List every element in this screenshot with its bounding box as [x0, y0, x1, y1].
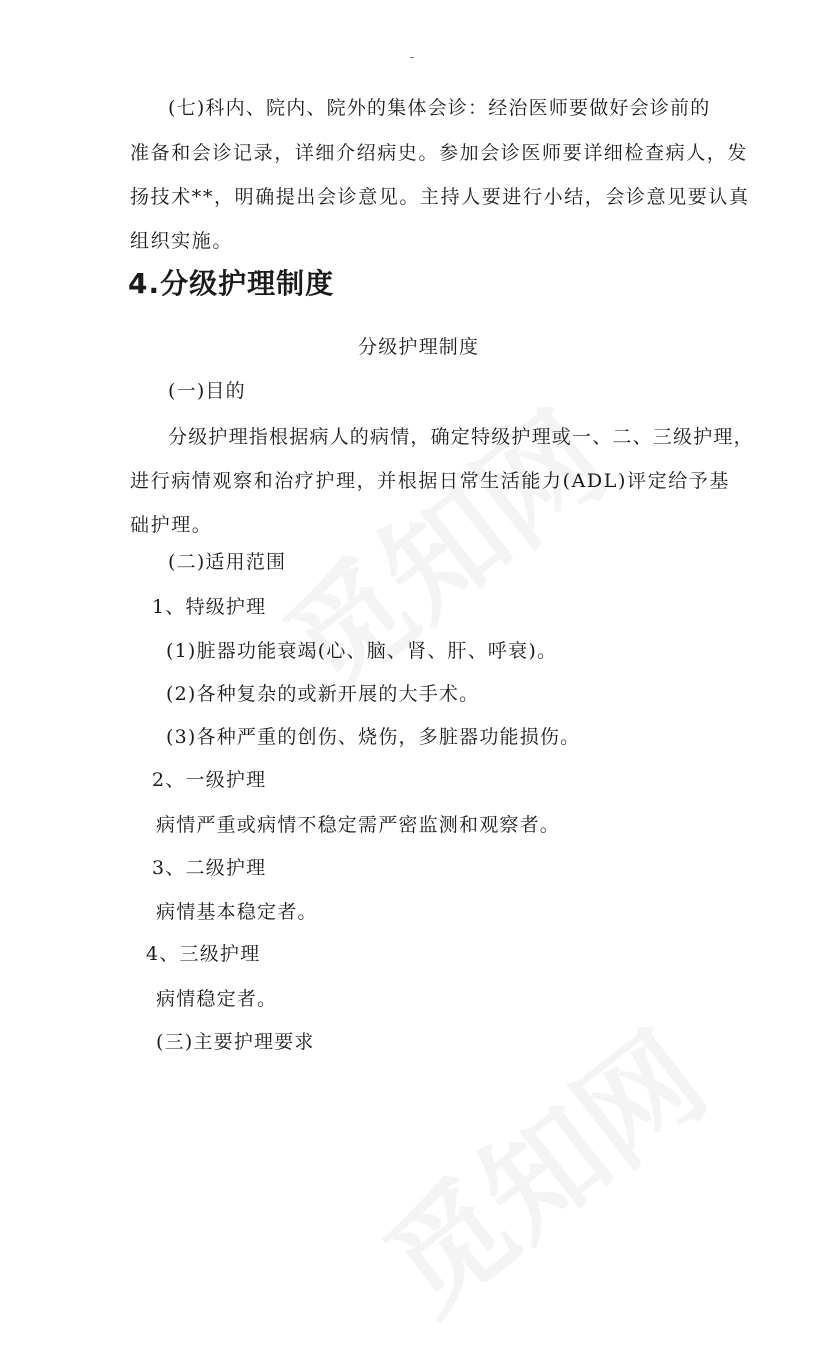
special-care-title: 1、特级护理 [152, 596, 267, 618]
purpose-line: 进行病情观察和治疗护理，并根据日常生活能力(ADL)评定给予基 [130, 470, 730, 492]
watermark [345, 987, 735, 1344]
header-mark: - [410, 50, 415, 64]
special-care-item: (1)脏器功能衰竭(心、脑、肾、肝、呼衰)。 [166, 640, 558, 662]
purpose-line: 分级护理指根据病人的病情，确定特级护理或一、二、三级护理， [168, 426, 754, 448]
level3-title: 4、三级护理 [146, 943, 261, 965]
special-care-item: (2)各种复杂的或新开展的大手术。 [166, 683, 480, 705]
purpose-line: 础护理。 [130, 514, 213, 536]
section7-line: 组织实施。 [130, 230, 234, 252]
scope-label: (二)适用范围 [168, 551, 287, 573]
requirements-label: (三)主要护理要求 [156, 1031, 315, 1053]
doc-title: 分级护理制度 [358, 336, 480, 358]
special-care-item: (3)各种严重的创伤、烧伤，多脏器功能损伤。 [166, 726, 581, 748]
level2-desc: 病情基本稳定者。 [156, 901, 318, 923]
level3-desc: 病情稳定者。 [156, 988, 278, 1010]
level2-title: 3、二级护理 [152, 857, 267, 879]
section7-line: 扬技术**，明确提出会诊意见。主持人要进行小结，会诊意见要认真 [130, 186, 750, 208]
purpose-label: (一)目的 [168, 380, 246, 402]
section-heading: 4.分级护理制度 [128, 267, 335, 300]
section7-line: (七)科内、院内、院外的集体会诊：经治医师要做好会诊前的 [168, 97, 711, 119]
watermark [245, 367, 635, 724]
level1-title: 2、一级护理 [152, 769, 267, 791]
section7-line: 准备和会诊记录，详细介绍病史。参加会诊医师要详细检查病人，发 [130, 142, 749, 164]
level1-desc: 病情严重或病情不稳定需严密监测和观察者。 [156, 814, 561, 836]
